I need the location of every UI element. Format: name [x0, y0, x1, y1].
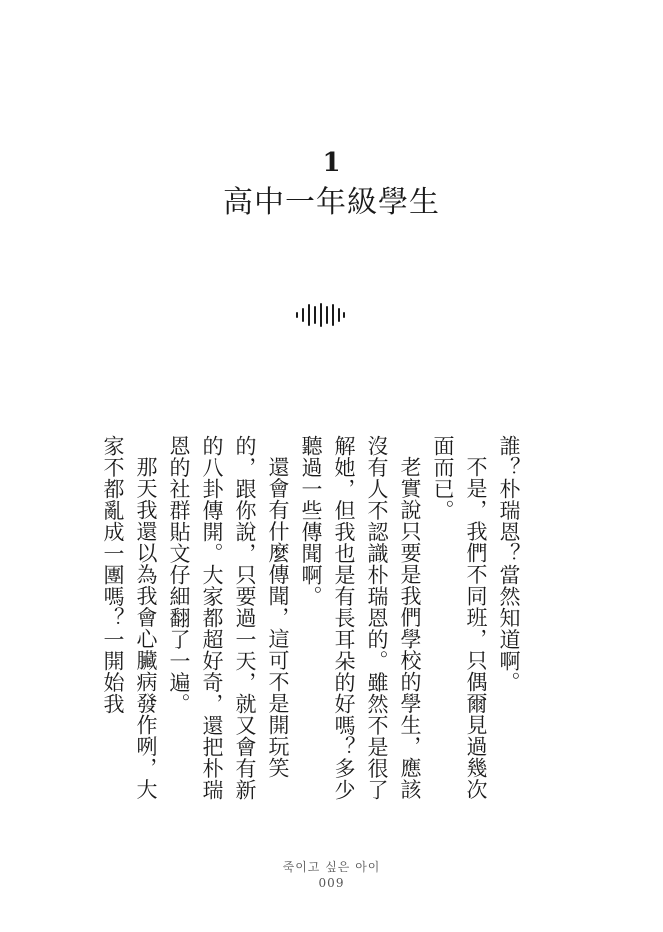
paragraph: 不是，我們不同班，只偶爾見過幾次面而已。: [431, 435, 488, 800]
paragraph: 誰？朴瑞恩？當然知道啊。: [497, 435, 521, 693]
paragraph: 老實說只要是我們學校的學生，應該沒有人不認識朴瑞恩的。雖然不是很了解她，但我也是有長耳朵的好嗎？多少聽過一些傳聞啊。: [299, 435, 422, 801]
chapter-number: 1: [322, 148, 341, 178]
paragraph: 還會有什麼傳聞，這可不是開玩笑的，跟你說，只要過一天，就又會有新的八卦傳開。大家都超好奇，還把朴瑞恩的社群貼文仔細翻了一遍。: [167, 435, 290, 801]
body-text: [101, 435, 525, 815]
footer-page-number: 009: [318, 876, 345, 890]
chapter-title: 高中一年級學生: [223, 185, 440, 220]
sound-wave-ornament-icon: [294, 300, 346, 330]
footer-book-title: 죽이고 싶은 아이: [282, 860, 381, 874]
paragraph: 那天我還以為我會心臟病發作咧，大家不都亂成一團嗎？一開始我: [101, 435, 158, 800]
